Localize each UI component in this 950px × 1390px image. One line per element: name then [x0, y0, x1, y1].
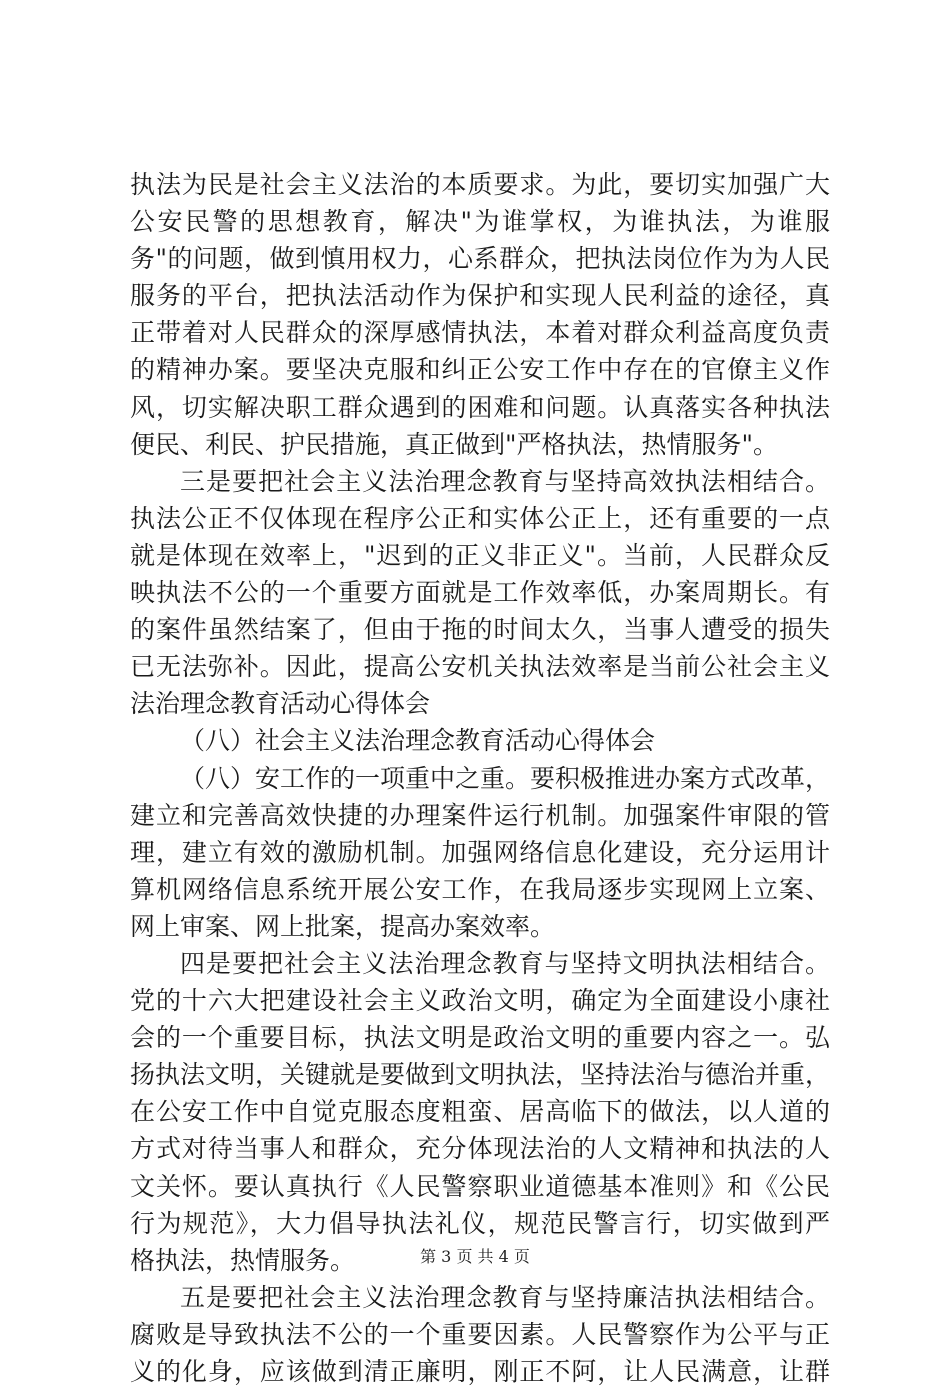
- text-line: 在公安工作中自觉克服态度粗蛮、居高临下的做法，以人道的: [130, 1097, 830, 1127]
- text-line: 便民、利民、护民措施，真正做到"严格执法，热情服务"。: [130, 429, 779, 459]
- text-line: 三是要把社会主义法治理念教育与坚持高效执法相结合。: [180, 466, 830, 496]
- text-line: 扬执法文明，关键就是要做到文明执法，坚持法治与德治并重，: [130, 1060, 831, 1090]
- text-line: 服务的平台，把执法活动作为保护和实现人民利益的途径，真: [130, 281, 830, 311]
- page-footer: 第 3 页 共 4 页: [420, 1247, 530, 1266]
- text-line: 文关怀。要认真执行《人民警察职业道德基本准则》和《公民: [130, 1171, 830, 1201]
- text-line: 理，建立有效的激励机制。加强网络信息化建设，充分运用计: [130, 837, 830, 867]
- text-line: 行为规范》，大力倡导执法礼仪，规范民警言行，切实做到严: [130, 1208, 830, 1238]
- text-line: 公安民警的思想教育，解决"为谁掌权，为谁执法，为谁服: [130, 207, 830, 237]
- text-line: 就是体现在效率上，"迟到的正义非正义"。当前，人民群众反: [130, 540, 830, 570]
- text-line: 已无法弥补。因此，提高公安机关执法效率是当前公社会主义: [130, 652, 830, 682]
- text-line: 五是要把社会主义法治理念教育与坚持廉洁执法相结合。: [180, 1282, 830, 1312]
- text-line: 执法为民是社会主义法治的本质要求。为此，要切实加强广大: [130, 170, 830, 199]
- text-line: 义的化身，应该做到清正廉明，刚正不阿，让人民满意，让群: [130, 1357, 830, 1386]
- text-line: 建立和完善高效快捷的办理案件运行机制。加强案件审限的管: [130, 800, 830, 830]
- text-line: 四是要把社会主义法治理念教育与坚持文明执法相结合。: [180, 948, 830, 978]
- text-line: 执法公正不仅体现在程序公正和实体公正上，还有重要的一点: [130, 503, 830, 533]
- text-line: 党的十六大把建设社会主义政治文明，确定为全面建设小康社: [130, 986, 830, 1016]
- document-body: [130, 166, 830, 1390]
- text-line: 映执法不公的一个重要方面就是工作效率低，办案周期长。有: [130, 578, 830, 608]
- text-line: （八）安工作的一项重中之重。要积极推进办案方式改革，: [180, 763, 831, 793]
- text-line: 法治理念教育活动心得体会: [130, 689, 431, 719]
- text-line: 的案件虽然结案了，但由于拖的时间太久，当事人遭受的损失: [130, 615, 830, 645]
- text-line: 格执法，热情服务。: [130, 1245, 356, 1275]
- text-line: 会的一个重要目标，执法文明是政治文明的重要内容之一。弘: [130, 1023, 830, 1053]
- text-line: 腐败是导致执法不公的一个重要因素。人民警察作为公平与正: [130, 1319, 830, 1349]
- text-line: 算机网络信息系统开展公安工作，在我局逐步实现网上立案、: [130, 874, 830, 904]
- text-line: （八）社会主义法治理念教育活动心得体会: [180, 726, 656, 756]
- text-line: 网上审案、网上批案，提高办案效率。: [130, 911, 556, 941]
- text-line: 风，切实解决职工群众遇到的困难和问题。认真落实各种执法: [130, 392, 830, 422]
- text-line: 正带着对人民群众的深厚感情执法，本着对群众利益高度负责: [130, 318, 830, 348]
- text-line: 务"的问题，做到慎用权力，心系群众，把执法岗位作为为人民: [130, 244, 830, 274]
- text-line: 方式对待当事人和群众，充分体现法治的人文精神和执法的人: [130, 1134, 830, 1164]
- text-line: 的精神办案。要坚决克服和纠正公安工作中存在的官僚主义作: [130, 355, 830, 385]
